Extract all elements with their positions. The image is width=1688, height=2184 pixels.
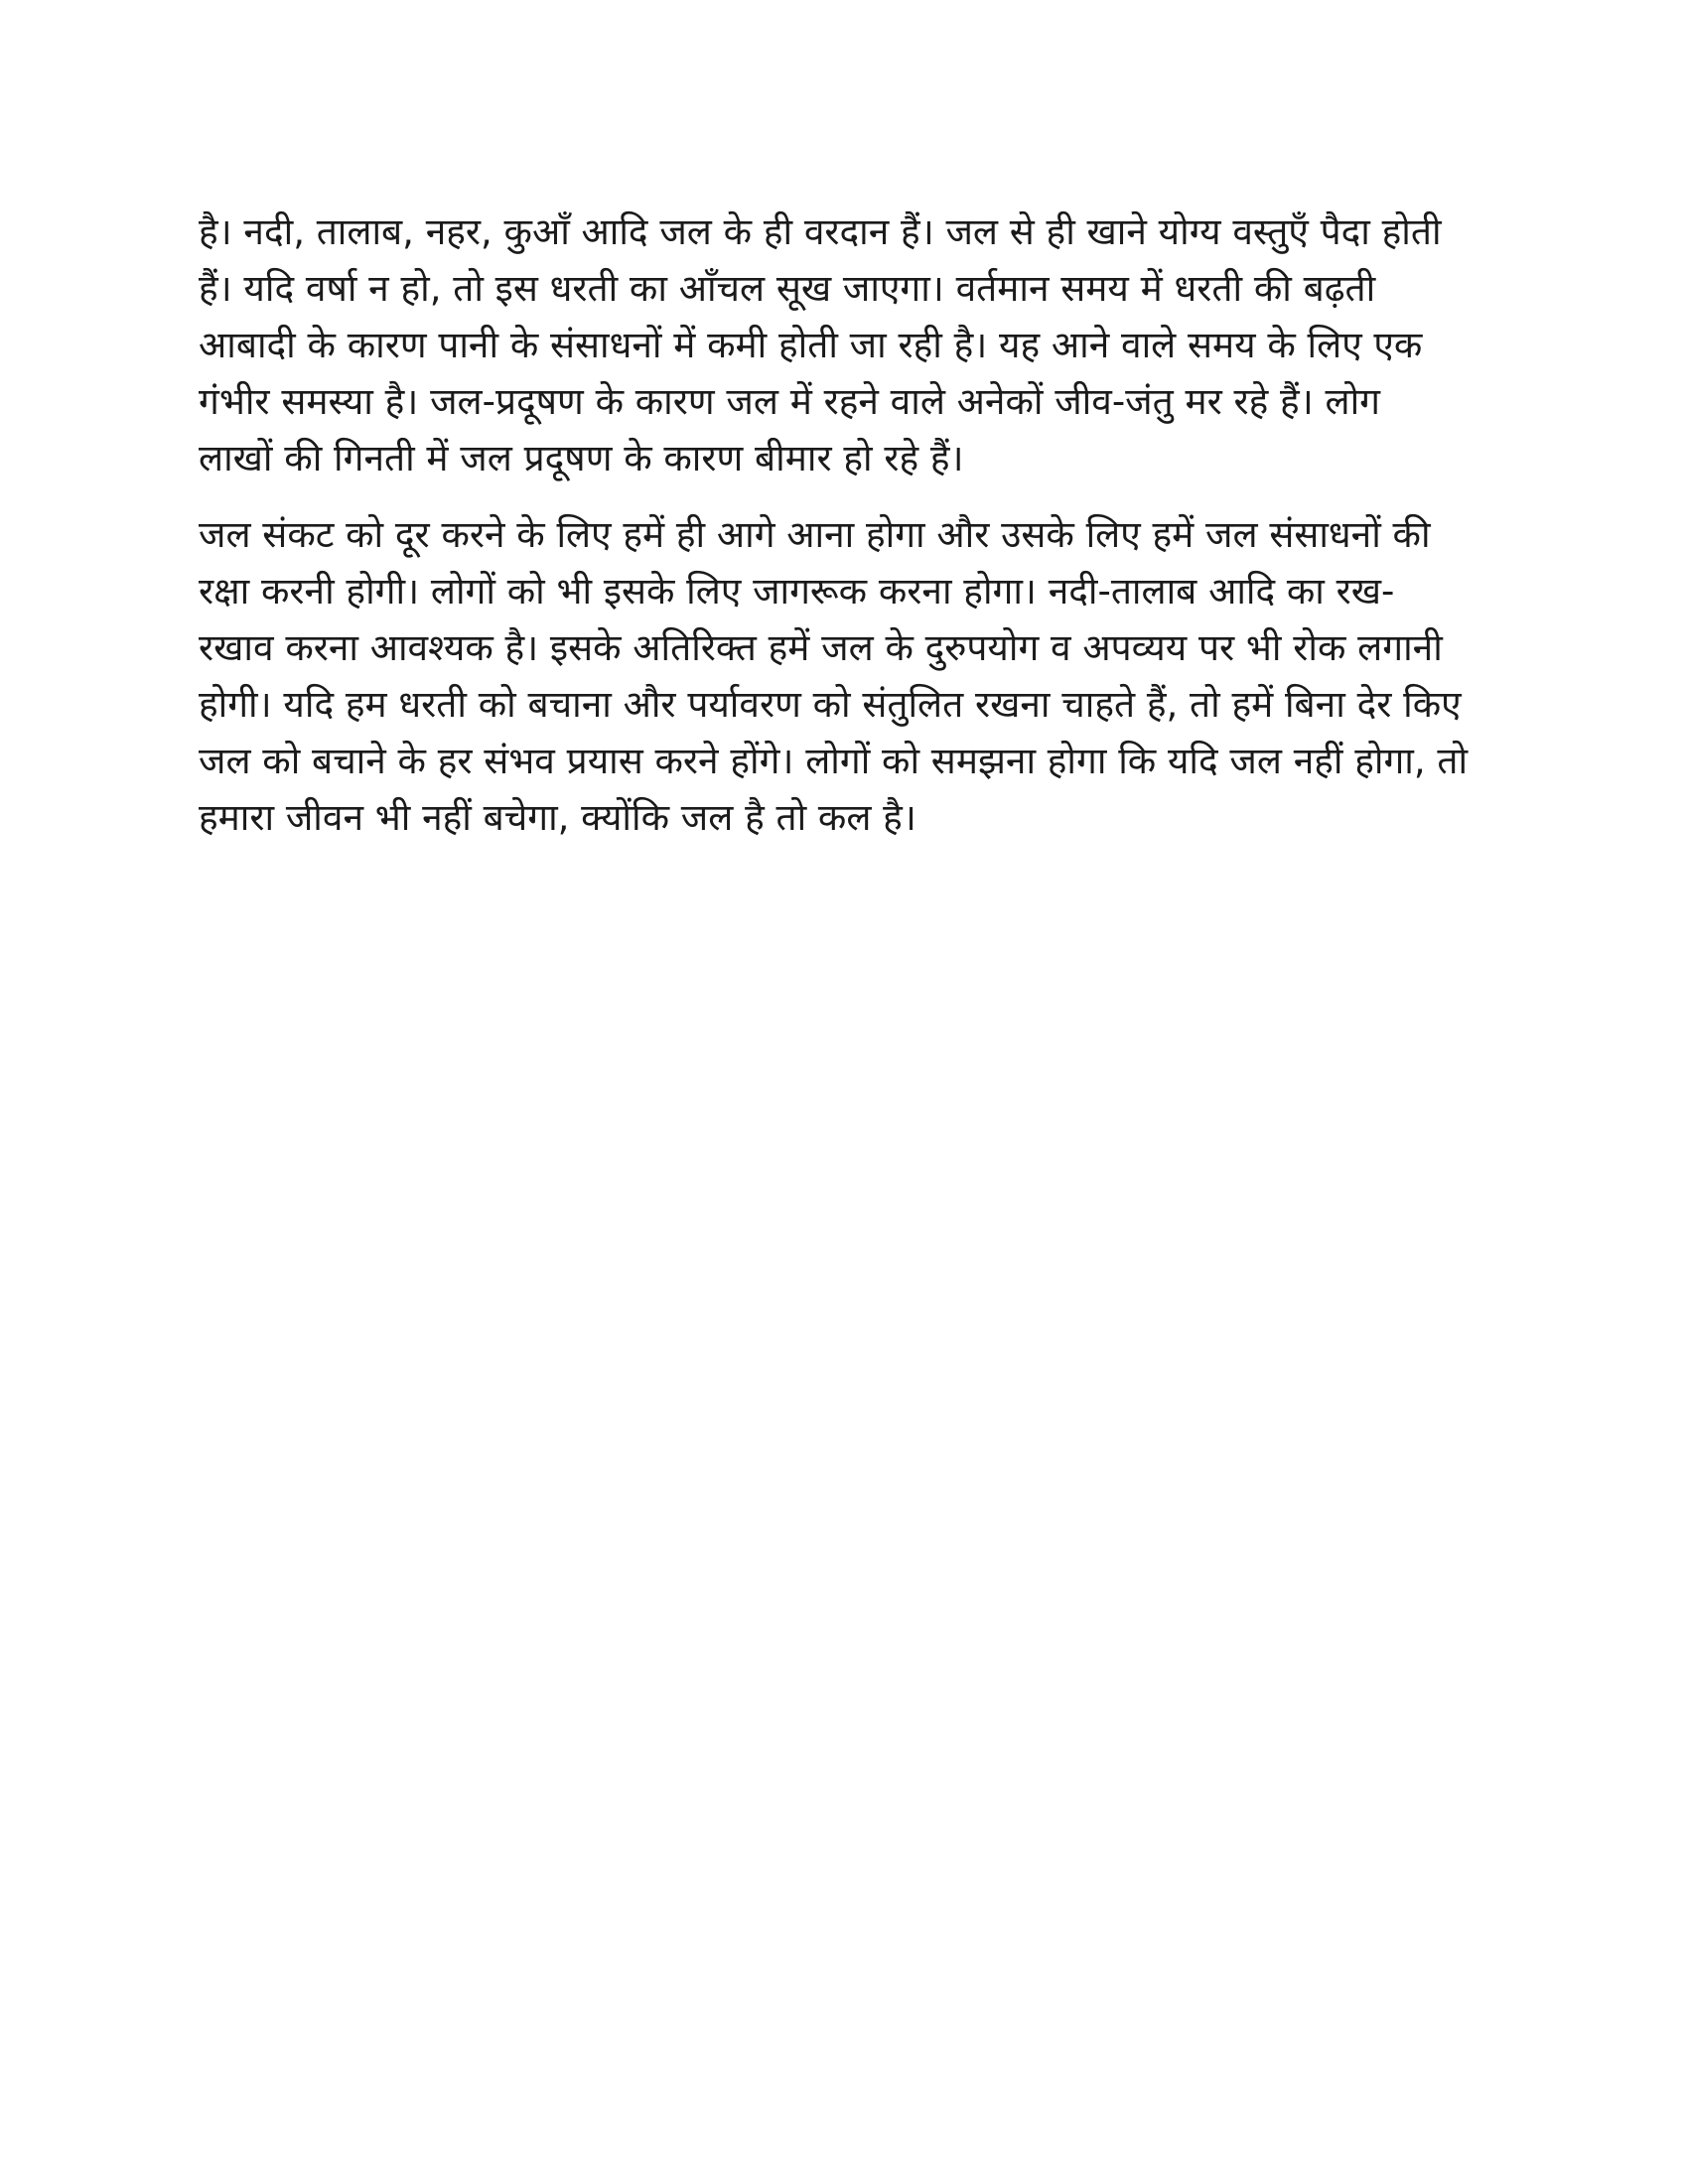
document-body	[199, 204, 1489, 846]
text-line: रक्षा करनी होगी। लोगों को भी इसके लिए जागरूक करना होगा। नदी-तालाब आदि का रख-	[199, 570, 1395, 613]
paragraph-1	[199, 204, 1489, 486]
text-line: जल को बचाने के हर संभव प्रयास करने होंगे। लोगों को समझना होगा कि यदि जल नहीं होगा, तो	[199, 740, 1469, 782]
text-line: लाखों की गिनती में जल प्रदूषण के कारण बीमार हो रहे हैं।	[199, 437, 964, 479]
text-line: होगी। यदि हम धरती को बचाना और पर्यावरण को संतुलित रखना चाहते हैं, तो हमें बिना देर किए	[199, 683, 1462, 726]
text-line: है। नदी, तालाब, नहर, कुआँ आदि जल के ही वरदान हैं। जल से ही खाने योग्य वस्तुएँ पैदा होती	[199, 210, 1442, 253]
text-line: रखाव करना आवश्यक है। इसके अतिरिक्त हमें जल के दुरुपयोग व अपव्यय पर भी रोक लगानी	[199, 626, 1443, 669]
text-line: आबादी के कारण पानी के संसाधनों में कमी होती जा रही है। यह आने वाले समय के लिए एक	[199, 324, 1423, 366]
text-line: हैं। यदि वर्षा न हो, तो इस धरती का आँचल सूख जाएगा। वर्तमान समय में धरती की बढ़ती	[199, 267, 1376, 310]
text-line: जल संकट को दूर करने के लिए हमें ही आगे आना होगा और उसके लिए हमें जल संसाधनों की	[199, 513, 1431, 556]
text-line: हमारा जीवन भी नहीं बचेगा, क्योंकि जल है तो कल है।	[199, 796, 916, 839]
text-line: गंभीर समस्या है। जल-प्रदूषण के कारण जल में रहने वाले अनेकों जीव-जंतु मर रहे हैं। लोग	[199, 380, 1380, 423]
paragraph-2	[199, 506, 1489, 846]
